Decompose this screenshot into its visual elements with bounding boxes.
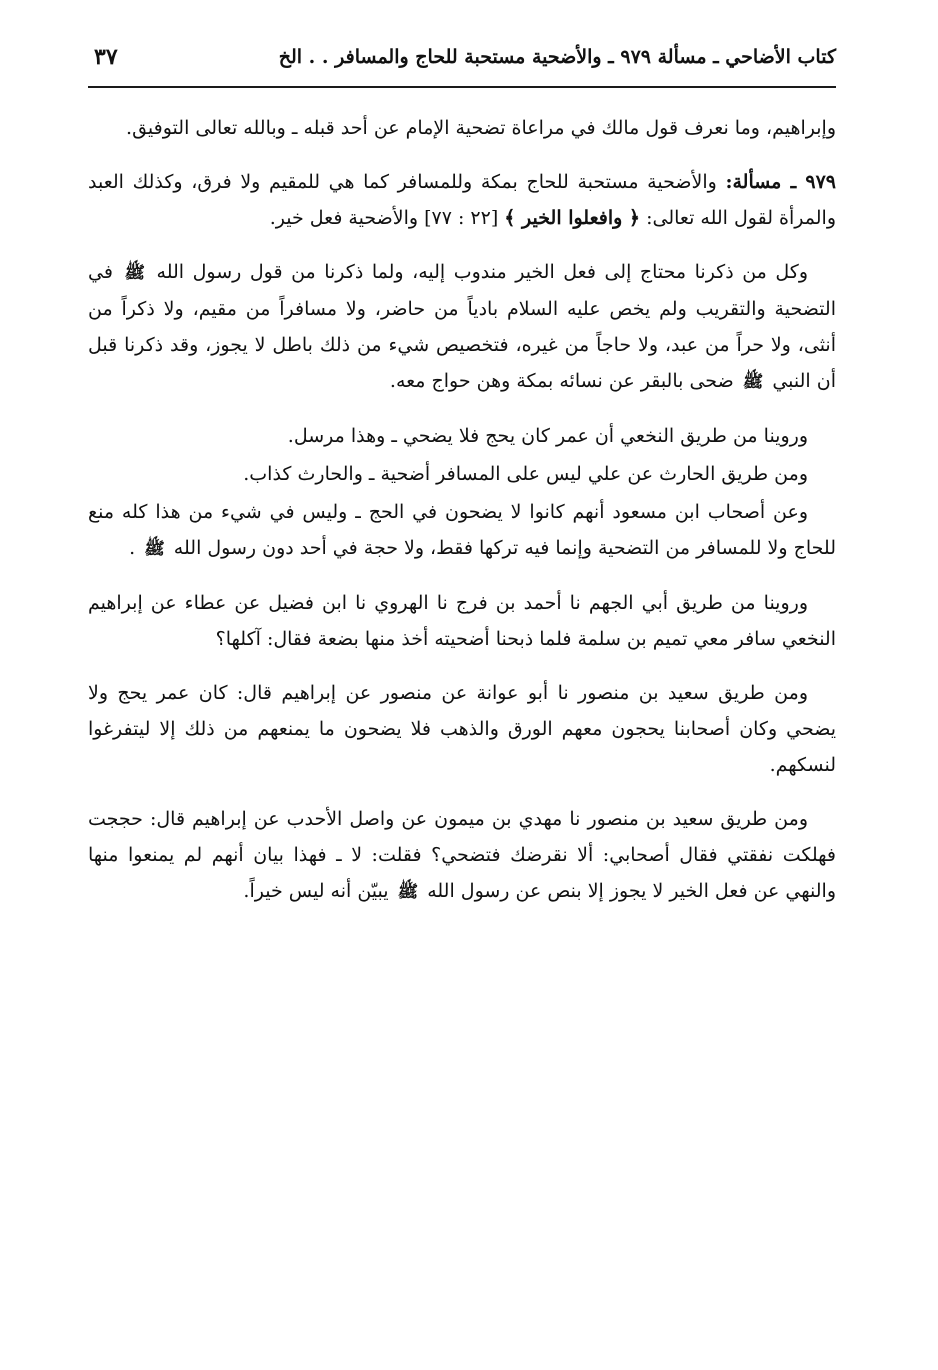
paragraph-9-text-a: ومن طريق سعيد بن منصور نا مهدي بن ميمون عن واصل الأحدب عن إبراهيم قال: حججت فهلكت نفقتي فقال أصحابي: ألا نقرضك فتضحي؟ فقلت: لا ـ فهذا بيان أنهم لم يمنعوا منها والنهي عن فعل الخير لا يجوز إلا بنص عن رسول الله — [88, 808, 836, 902]
paragraph-1-text: وإبراهيم، وما نعرف قول مالك في مراعاة تضحية الإمام عن أحد قبله ـ وبالله تعالى التوفيق. — [126, 117, 836, 139]
paragraph-1 — [88, 110, 836, 146]
paragraph-3 — [88, 254, 836, 400]
paragraph-issue-979 — [88, 164, 836, 236]
book-page — [88, 38, 836, 1338]
honorific-glyph: ﷺ — [124, 263, 145, 283]
paragraph-6-text-a: وعن أصحاب ابن مسعود أنهم كانوا لا يضحون في الحج ـ وليس في شيء من هذا كله منع للحاج ولا للمسافر من التضحية وإنما فيه تركها فقط، ولا حجة في أحد دون رسول الله — [88, 501, 836, 559]
paragraph-9-text-b: يبيّن أنه ليس خيراً. — [243, 880, 389, 902]
paragraph-6 — [88, 494, 836, 567]
paragraph-6-text-b: . — [129, 537, 136, 559]
issue-text-b: [٢٢ : ٧٧] والأضحية فعل خير. — [269, 207, 499, 229]
honorific-glyph: ﷺ — [742, 372, 764, 392]
page-number: ٣٧ — [94, 44, 118, 70]
issue-number-label: ٩٧٩ ـ مسألة: — [725, 171, 836, 193]
paragraph-8 — [88, 675, 836, 783]
issue-text-a: والأضحية مستحبة للحاج بمكة وللمسافر كما هي للمقيم ولا فرق، وكذلك العبد والمرأة لقول الله تعالى: — [88, 171, 836, 229]
paragraph-4-text: وروينا من طريق النخعي أن عمر كان يحج فلا يضحي ـ وهذا مرسل. — [287, 425, 808, 447]
paragraph-8-text: ومن طريق سعيد بن منصور نا أبو عوانة عن منصور عن إبراهيم قال: كان عمر يحج ولا يضحي وكان أصحابنا يحجون معهم الورق والذهب فلا يضحون ما يمنعهم من ذلك إلا ليتفرغوا لنسكهم. — [88, 682, 836, 776]
paragraph-9 — [88, 801, 836, 910]
paragraph-3-text-c: ضحى بالبقر عن نسائه بمكة وهن حواج معه. — [389, 370, 734, 392]
header-title: كتاب الأضاحي ـ مسألة ٩٧٩ ـ والأضحية مستحبة للحاج والمسافر . . الخ — [278, 46, 836, 68]
quran-verse: ﴿ وافعلوا الخير ﴾ — [504, 207, 641, 229]
honorific-glyph: ﷺ — [397, 882, 419, 902]
paragraph-7 — [88, 585, 836, 657]
paragraph-3-text-a: وكل من ذكرنا محتاج إلى فعل الخير مندوب إليه، ولما ذكرنا من قول رسول الله — [156, 261, 808, 283]
paragraph-5 — [88, 456, 836, 492]
page-body — [88, 110, 836, 910]
paragraph-5-text: ومن طريق الحارث عن علي ليس على المسافر أضحية ـ والحارث كذاب. — [243, 463, 808, 485]
paragraph-4 — [88, 418, 836, 454]
paragraph-3-text-b: في التضحية والتقريب ولم يخص عليه السلام بادياً من حاضر، ولا مسافراً من مقيم، ولا ذكراً من أنثى، ولا حراً من عبد، ولا حاجاً من غيره، فتخصيص شيء من ذلك باطل لا يجوز، وقد ذكرنا قبل أن النبي — [88, 261, 836, 392]
running-header — [88, 38, 836, 88]
honorific-glyph: ﷺ — [144, 539, 165, 559]
paragraph-7-text: وروينا من طريق أبي الجهم نا أحمد بن فرج نا الهروي نا ابن فضيل عن عطاء عن إبراهيم النخعي سافر معي تميم بن سلمة فلما ذبحنا أضحيته أخذ منها بضعة فقال: آكلها؟ — [88, 592, 836, 650]
